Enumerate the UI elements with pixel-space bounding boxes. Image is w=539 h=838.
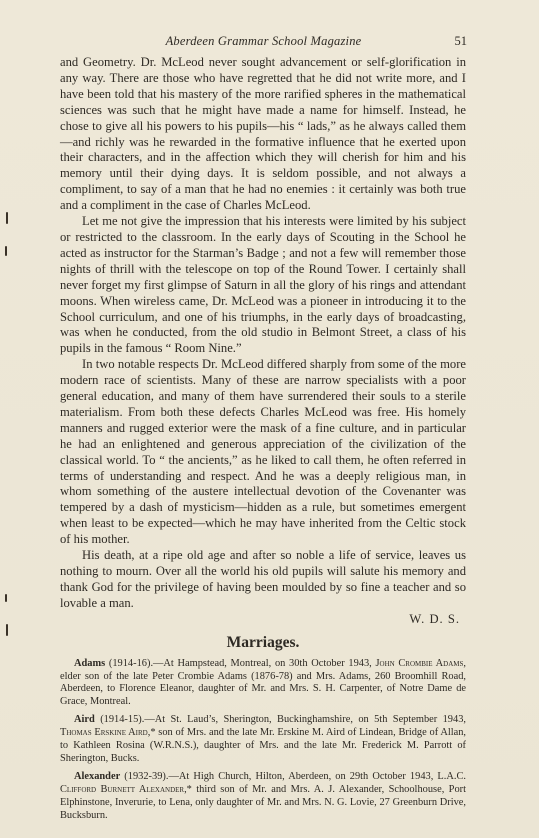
entry-rest: ,* third son of Mr. and Mrs. A. J. Alexander, Schoolhouse, Port Elphinstone, Inverurie, to Lena, only daughter of Mr. and Mrs. N. G. Lovie, 27 Greenburn Drive, Bucksburn. xyxy=(60,783,466,821)
author-signature: W. D. S. xyxy=(409,611,460,626)
entry-name: Aird xyxy=(74,714,95,726)
marriage-entry xyxy=(60,714,466,766)
entry-rest: ,* son of Mrs. and the late Mr. Erskine M. Aird of Lindean, Bridge of Allan, to Kathleen Rosina (W.R.N.S.), daughter of Mrs. and the late Mr. Frederick M. Parrott of Sherington, Bucks. xyxy=(60,727,467,764)
marriage-entry xyxy=(60,658,466,710)
margin-mark xyxy=(5,594,7,602)
entry-groom: Thomas Erskine Aird xyxy=(60,727,148,739)
entry-text: (1914-15).—At St. Laud’s, Sherington, Buckinghamshire, on 5th September 1943, xyxy=(94,714,466,726)
margin-mark xyxy=(5,246,7,256)
entry-name: Alexander xyxy=(74,770,121,782)
paragraph-2: Let me not give the impression that his interests were limited by his subject or restricted to the classroom. In the early days of Scouting in the School he acted as instructor for the Starman’s Badge ; and not a few will remember those nights of thrill with the telescope on top of the Round Tower. I certainly shall never forget my first glimpse of Saturn in all the glory of his rings and attendant moons. When wireless came, Dr. McLeod was a pioneer in introducing it to the School curriculum, and one of his triumphs, in the early days of broadcasting, was when he conducted, from the old studio in Belmont Street, a class of his pupils in the famous “ Room Nine.” xyxy=(60,214,466,356)
margin-mark xyxy=(6,624,8,636)
article-body xyxy=(60,55,466,828)
entry-name: Adams xyxy=(74,657,106,669)
page-header xyxy=(60,34,467,52)
running-head: Aberdeen Grammar School Magazine xyxy=(165,34,362,48)
paragraph-1: and Geometry. Dr. McLeod never sought advancement or self-glorification in any way. There are those who have regretted that he did not write more, and I have been told that his mastery of the more rarified spheres in the mathematical sciences was such that he might have made a name for himself. Instead, he chose to give all his powers to his pupils—his “ lads,” as he always called them—and richly was he rewarded in the formative influence that he exerted upon their characters, and in the affection which they will cherish for him and his memory until their dying days. It is seldom possible, and not always a compliment, to say of a man that he had no enemies : it certainly was both true and a compliment in the case of Charles McLeod. xyxy=(60,55,466,213)
page-number: 51 xyxy=(454,34,467,48)
marriages-heading: Marriages. xyxy=(226,633,300,651)
entry-groom: John Crombie Adams xyxy=(375,657,464,669)
paragraph-4: His death, at a ripe old age and after so noble a life of service, leaves us nothing to mourn. Over all the world his old pupils will salute his memory and thank God for the privilege of having been moulded by so fine a teacher and so lovable a man. xyxy=(60,548,466,610)
marriage-entry xyxy=(60,771,466,823)
entry-text: (1932-39).—At High Church, Hilton, Aberdeen, on 29th October 1943, L.A.C. xyxy=(120,770,466,782)
entry-rest: , elder son of the late Peter Crombie Adams (1876-78) and Mrs. Adams, 260 Broomhill Road, Aberdeen, to Florence Eleanor, daughter of Mr. and Mrs. S. H. Carpenter, of Notre Dame de Grace, Montreal. xyxy=(60,657,467,708)
entry-text: (1914-16).—At Hampstead, Montreal, on 30th October 1943, xyxy=(105,657,376,669)
paragraph-3: In two notable respects Dr. McLeod differed sharply from some of the more modern race of scientists. Many of these are narrow specialists with a poor general education, and many of them have surrendered their souls to a sterile materialism. From both these defects Charles McLeod was free. His homely manners and rugged exterior were the mask of a fine culture, and in particular he had an enlightened and generous appreciation of the civilization of the classical world. To “ the ancients,” as he liked to call them, he often referred in terms of understanding and respect. And he was a deeply religious man, in whom something of the austere intellectual devotion of the Covenanter was tempered by a dash of mysticism—hidden as a rule, but sometimes emergent when least to be expected—which he may have inherited from the Celtic stock of his mother. xyxy=(60,357,466,547)
margin-mark xyxy=(6,212,8,224)
entry-groom: Clifford Burnett Alexander xyxy=(60,783,185,795)
